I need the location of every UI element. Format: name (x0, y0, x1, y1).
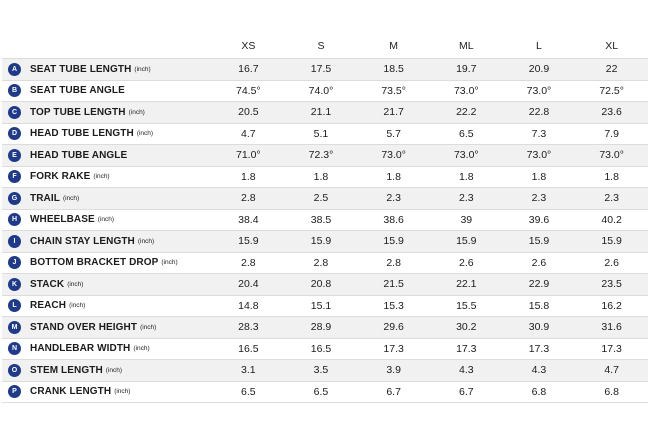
letter-badge: K (8, 278, 21, 291)
letter-badge: L (8, 299, 21, 312)
value-cell: 6.8 (503, 381, 576, 403)
size-header-cell: XL (575, 34, 648, 59)
value-cell: 2.5 (285, 188, 358, 210)
value-cell: 40.2 (575, 209, 648, 231)
value-cell: 1.8 (212, 166, 285, 188)
value-cell: 39.6 (503, 209, 576, 231)
value-cell: 22 (575, 59, 648, 81)
value-cell: 7.3 (503, 123, 576, 145)
letter-badge: J (8, 256, 21, 269)
value-cell: 22.1 (430, 274, 503, 296)
measurement-name: HEAD TUBE LENGTH (30, 128, 134, 140)
value-cell: 3.5 (285, 360, 358, 382)
table-row (2, 317, 648, 339)
table-row (2, 338, 648, 360)
value-cell: 74.0° (285, 80, 358, 102)
value-cell: 14.8 (212, 295, 285, 317)
value-cell: 4.3 (503, 360, 576, 382)
measurement-name: WHEELBASE (30, 214, 95, 226)
measurement-name: TRAIL (30, 192, 60, 204)
table-row (2, 209, 648, 231)
unit-label: (inch) (140, 323, 157, 331)
value-cell: 1.8 (575, 166, 648, 188)
measurement-name: CHAIN STAY LENGTH (30, 235, 135, 247)
measurement-label (2, 231, 212, 253)
value-cell: 73.0° (430, 80, 503, 102)
value-cell: 23.5 (575, 274, 648, 296)
value-cell: 73.0° (357, 145, 430, 167)
measurement-rows (2, 59, 648, 403)
value-cell: 73.0° (430, 145, 503, 167)
value-cell: 17.3 (357, 338, 430, 360)
value-cell: 2.3 (575, 188, 648, 210)
value-cell: 73.0° (575, 145, 648, 167)
value-cell: 3.1 (212, 360, 285, 382)
letter-badge: H (8, 213, 21, 226)
measurement-name: SEAT TUBE ANGLE (30, 85, 125, 97)
unit-label: (inch) (128, 108, 145, 116)
measurement-label (2, 80, 212, 102)
value-cell: 38.4 (212, 209, 285, 231)
value-cell: 15.3 (357, 295, 430, 317)
table-row (2, 252, 648, 274)
value-cell: 16.2 (575, 295, 648, 317)
value-cell: 2.3 (430, 188, 503, 210)
measurement-label (2, 188, 212, 210)
table-row (2, 59, 648, 81)
value-cell: 22.2 (430, 102, 503, 124)
value-cell: 2.3 (357, 188, 430, 210)
value-cell: 21.7 (357, 102, 430, 124)
value-cell: 2.3 (503, 188, 576, 210)
table-row (2, 360, 648, 382)
measurement-label (2, 360, 212, 382)
unit-label: (inch) (133, 345, 150, 353)
table-row (2, 295, 648, 317)
value-cell: 72.3° (285, 145, 358, 167)
value-cell: 2.8 (212, 188, 285, 210)
measurement-name: HANDLEBAR WIDTH (30, 343, 131, 355)
value-cell: 15.9 (430, 231, 503, 253)
table-row (2, 188, 648, 210)
value-cell: 71.0° (212, 145, 285, 167)
measurement-label (2, 59, 212, 81)
geometry-table (2, 34, 648, 403)
size-header (2, 34, 648, 59)
value-cell: 6.7 (430, 381, 503, 403)
value-cell: 17.3 (503, 338, 576, 360)
measurement-label (2, 317, 212, 339)
unit-label: (inch) (134, 65, 151, 73)
value-cell: 17.3 (575, 338, 648, 360)
value-cell: 20.4 (212, 274, 285, 296)
value-cell: 15.9 (357, 231, 430, 253)
measurement-name: REACH (30, 300, 67, 312)
letter-badge: B (8, 84, 21, 97)
measurement-name: STEM LENGTH (30, 364, 103, 376)
measurement-label (2, 166, 212, 188)
value-cell: 15.9 (503, 231, 576, 253)
unit-label: (inch) (62, 194, 80, 202)
measurement-label (2, 209, 212, 231)
value-cell: 5.1 (285, 123, 358, 145)
value-cell: 4.7 (575, 360, 648, 382)
value-cell: 6.8 (575, 381, 648, 403)
unit-label: (inch) (161, 259, 178, 267)
value-cell: 21.1 (285, 102, 358, 124)
value-cell: 2.8 (212, 252, 285, 274)
value-cell: 30.2 (430, 317, 503, 339)
unit-label: (inch) (97, 216, 115, 224)
letter-badge: N (8, 342, 21, 355)
value-cell: 2.6 (575, 252, 648, 274)
measurement-name: BOTTOM BRACKET DROP (30, 257, 159, 269)
value-cell: 6.5 (285, 381, 358, 403)
unit-label: (inch) (114, 388, 131, 396)
value-cell: 4.3 (430, 360, 503, 382)
value-cell: 2.6 (430, 252, 503, 274)
measurement-name: FORK RAKE (30, 171, 91, 183)
table-row (2, 80, 648, 102)
size-header-cell: ML (430, 34, 503, 59)
measurement-label (2, 381, 212, 403)
size-header-cell: S (285, 34, 358, 59)
value-cell: 18.5 (357, 59, 430, 81)
measurement-name: HEAD TUBE ANGLE (30, 149, 128, 161)
value-cell: 6.7 (357, 381, 430, 403)
letter-badge: I (8, 235, 21, 248)
measurement-name: SEAT TUBE LENGTH (30, 63, 132, 75)
value-cell: 23.6 (575, 102, 648, 124)
measurement-label (2, 295, 212, 317)
measurement-label (2, 252, 212, 274)
value-cell: 2.8 (357, 252, 430, 274)
unit-label: (inch) (136, 130, 154, 138)
value-cell: 28.3 (212, 317, 285, 339)
value-cell: 3.9 (357, 360, 430, 382)
value-cell: 22.8 (503, 102, 576, 124)
letter-badge: M (8, 321, 21, 334)
unit-label: (inch) (67, 280, 84, 288)
value-cell: 38.6 (357, 209, 430, 231)
value-cell: 73.0° (503, 145, 576, 167)
table-row (2, 123, 648, 145)
value-cell: 31.6 (575, 317, 648, 339)
value-cell: 22.9 (503, 274, 576, 296)
value-cell: 29.6 (357, 317, 430, 339)
value-cell: 72.5° (575, 80, 648, 102)
value-cell: 30.9 (503, 317, 576, 339)
letter-badge: D (8, 127, 21, 140)
value-cell: 15.9 (212, 231, 285, 253)
unit-label: (inch) (137, 237, 155, 245)
value-cell: 15.9 (285, 231, 358, 253)
value-cell: 16.5 (212, 338, 285, 360)
value-cell: 5.7 (357, 123, 430, 145)
value-cell: 16.7 (212, 59, 285, 81)
letter-badge: P (8, 385, 21, 398)
value-cell: 21.5 (357, 274, 430, 296)
measurement-label (2, 338, 212, 360)
value-cell: 1.8 (503, 166, 576, 188)
measurement-name: TOP TUBE LENGTH (30, 106, 126, 118)
value-cell: 2.8 (285, 252, 358, 274)
value-cell: 17.5 (285, 59, 358, 81)
table-row (2, 145, 648, 167)
measurement-label (2, 274, 212, 296)
value-cell: 20.8 (285, 274, 358, 296)
letter-badge: F (8, 170, 21, 183)
value-cell: 19.7 (430, 59, 503, 81)
measurement-label (2, 102, 212, 124)
size-header-cell: M (357, 34, 430, 59)
value-cell: 15.8 (503, 295, 576, 317)
value-cell: 1.8 (430, 166, 503, 188)
table-row (2, 231, 648, 253)
value-cell: 6.5 (430, 123, 503, 145)
value-cell: 38.5 (285, 209, 358, 231)
measurement-name: STAND OVER HEIGHT (30, 321, 138, 333)
value-cell: 17.3 (430, 338, 503, 360)
unit-label: (inch) (105, 366, 123, 374)
value-cell: 2.6 (503, 252, 576, 274)
measurement-label (2, 145, 212, 167)
value-cell: 1.8 (285, 166, 358, 188)
value-cell: 15.1 (285, 295, 358, 317)
value-cell: 39 (430, 209, 503, 231)
size-header-cell: XS (212, 34, 285, 59)
value-cell: 73.5° (357, 80, 430, 102)
measurement-name: CRANK LENGTH (30, 386, 112, 398)
value-cell: 20.9 (503, 59, 576, 81)
table-row (2, 381, 648, 403)
size-header-cell: L (503, 34, 576, 59)
measurement-name: STACK (30, 278, 65, 290)
value-cell: 74.5° (212, 80, 285, 102)
letter-badge: E (8, 149, 21, 162)
letter-badge: A (8, 63, 21, 76)
unit-label: (inch) (69, 302, 86, 310)
value-cell: 16.5 (285, 338, 358, 360)
value-cell: 7.9 (575, 123, 648, 145)
table-row (2, 102, 648, 124)
corner-cell (2, 34, 212, 59)
table-row (2, 274, 648, 296)
value-cell: 1.8 (357, 166, 430, 188)
measurement-label (2, 123, 212, 145)
unit-label: (inch) (93, 173, 110, 181)
letter-badge: O (8, 364, 21, 377)
value-cell: 20.5 (212, 102, 285, 124)
letter-badge: C (8, 106, 21, 119)
value-cell: 15.9 (575, 231, 648, 253)
value-cell: 6.5 (212, 381, 285, 403)
value-cell: 15.5 (430, 295, 503, 317)
value-cell: 73.0° (503, 80, 576, 102)
letter-badge: G (8, 192, 21, 205)
value-cell: 4.7 (212, 123, 285, 145)
header-row (2, 34, 648, 59)
value-cell: 28.9 (285, 317, 358, 339)
table-row (2, 166, 648, 188)
